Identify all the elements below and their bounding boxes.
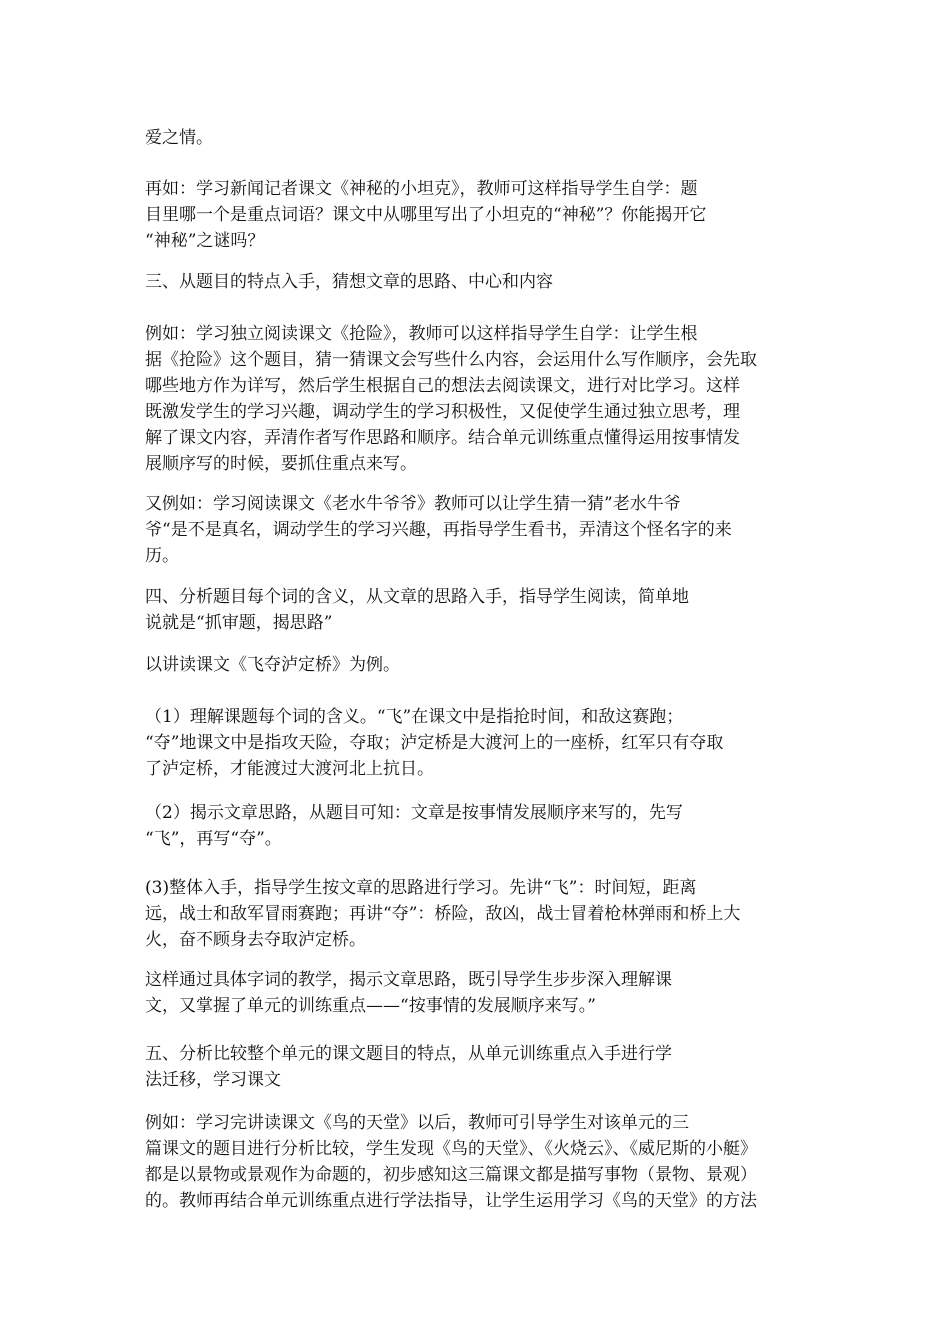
paragraph-example-tank: 再如：学习新闻记者课文《神秘的小坦克》，教师可这样指导学生自学：题 目里哪一个是重点词语？课文中从哪里写出了小坦克的“神秘”？你能揭开它 “神秘”之谜吗？ bbox=[145, 179, 707, 251]
paragraph-example-birds: 例如：学习完讲读课文《鸟的天堂》以后，教师可引导学生对该单元的三 篇课文的题目进行分析比较，学生发现《鸟的天堂》、《火烧云》、《威尼斯的小艇》 都是以景物或景观作为命题的，初步感知这三篇课文都是描写事物（景物、景观） 的。教师再结合单元训练重点进行学法指导，让学生运用学习《鸟的天堂》的方法 bbox=[145, 1113, 757, 1211]
heading-section-three: 三、从题目的特点入手，猜想文章的思路、中心和内容 bbox=[145, 272, 553, 292]
list-item-2: （2）揭示文章思路，从题目可知：文章是按事情发展顺序来写的，先写 “飞”，再写“夺”。 bbox=[145, 803, 683, 849]
heading-section-five: 五、分析比较整个单元的课文题目的特点，从单元训练重点入手进行学 法迁移，学习课文 bbox=[145, 1044, 672, 1090]
paragraph-example-rescue: 例如：学习独立阅读课文《抢险》，教师可以这样指导学生自学：让学生根 据《抢险》这个题目，猜一猜课文会写些什么内容，会运用什么写作顺序，会先取 哪些地方作为详写，然后学生根据自己的想法去阅读课文，进行对比学习。这样 既激发学生的学习兴趣，调动学生的学习积极性，又促使学生通过独立思考，理 解了课文内容，弄清作者写作思路和顺序。结合单元训练重点懂得运用按事情发 展顺序写的时候，要抓住重点来写。 bbox=[145, 324, 757, 474]
list-item-3: (3)整体入手，指导学生按文章的思路进行学习。先讲“飞”：时间短，距离 远，战士和敌军冒雨赛跑；再讲“夺”：桥险，敌凶，战士冒着枪林弹雨和桥上大 火，奋不顾身去夺取泸定桥。 bbox=[145, 878, 741, 950]
paragraph-summary: 这样通过具体字词的教学，揭示文章思路，既引导学生步步深入理解课 文，又掌握了单元的训练重点——“按事情的发展顺序来写。” bbox=[145, 970, 672, 1016]
paragraph-fragment: 爱之情。 bbox=[145, 128, 213, 148]
list-item-1: （1）理解课题每个词的含义。“飞”在课文中是指抢时间，和敌这赛跑； “夺”地课文中是指攻天险，夺取；泸定桥是大渡河上的一座桥，红军只有夺取 了泸定桥，才能渡过大渡河北上抗日。 bbox=[145, 707, 724, 779]
paragraph-example-bridge: 以讲读课文《飞夺泸定桥》为例。 bbox=[145, 655, 400, 675]
heading-section-four: 四、分析题目每个词的含义，从文章的思路入手，指导学生阅读，简单地 说就是“抓审题，揭思路” bbox=[145, 587, 689, 633]
paragraph-example-buffalo: 又例如：学习阅读课文《老水牛爷爷》教师可以让学生猜一猜”老水牛爷 爷“是不是真名，调动学生的学习兴趣，再指导学生看书，弄清这个怪名字的来 历。 bbox=[145, 494, 732, 566]
